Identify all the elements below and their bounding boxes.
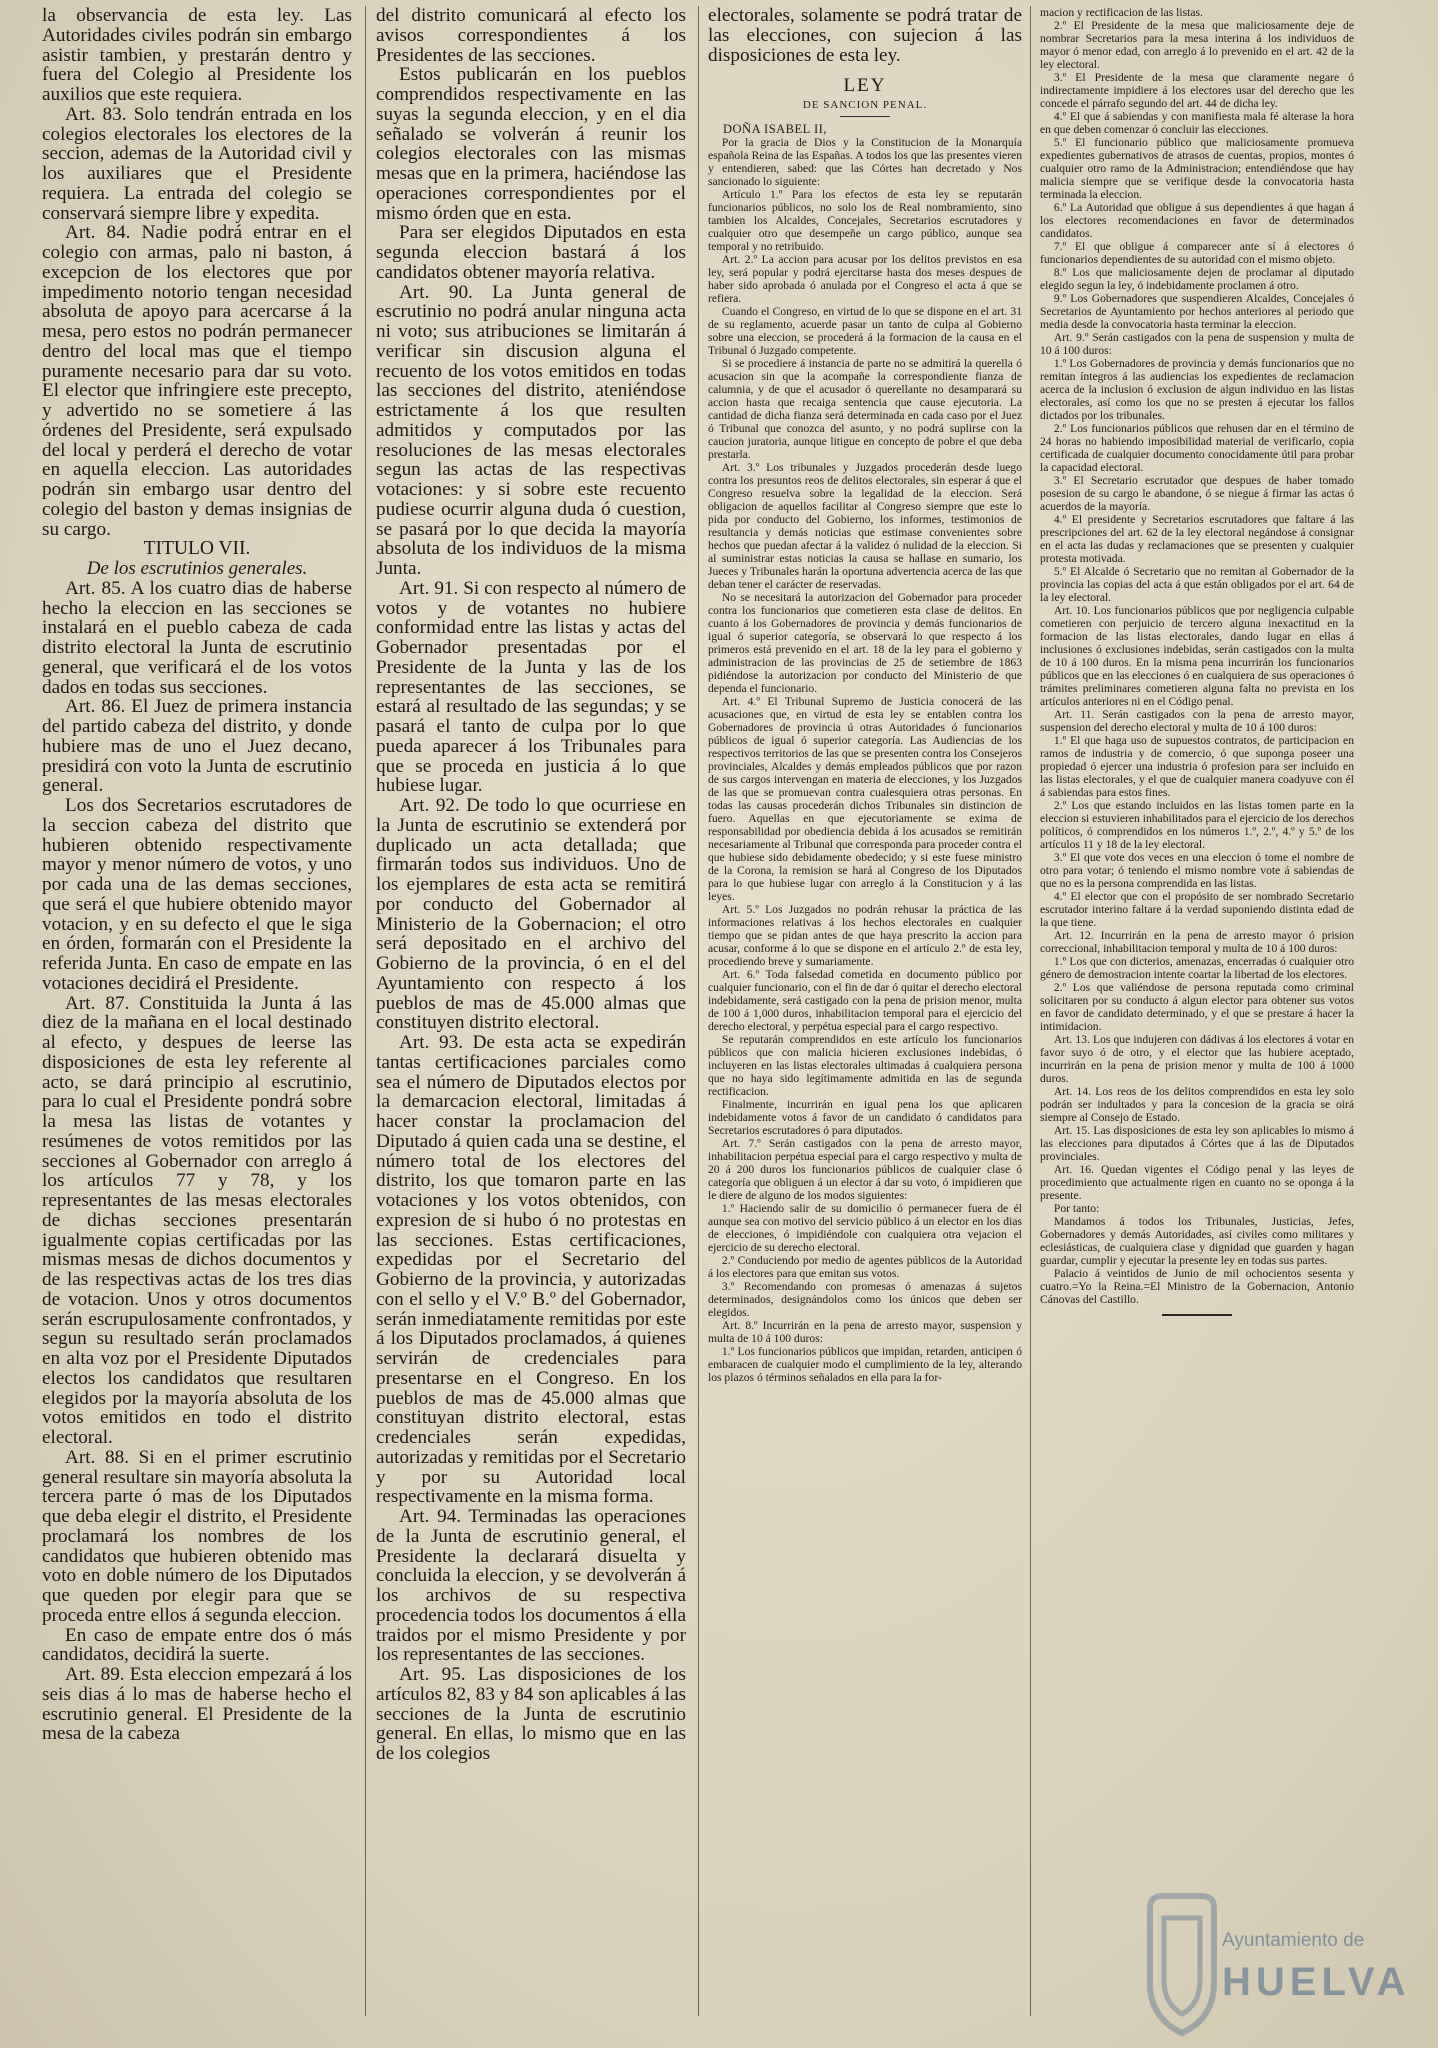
paragraph: 7.º El que obligue á comparecer ante sí á electores ó funcionarios dependientes de su autoridad con el mismo objeto. [1040, 240, 1354, 266]
paragraph: Por tanto: [1053, 1202, 1100, 1215]
paragraph: 2.º Conduciendo por medio de agentes públicos de la Autoridad á los electores para que emitan sus votos. [708, 1254, 1022, 1281]
paragraph: 4.º El elector que con el propósito de ser nombrado Secretario escrutador interino faltare á la verdad suponiendo distinta edad de la que tiene. [1040, 890, 1354, 929]
paragraph: Art. 9.º Serán castigados con la pena de suspension y multa de 10 á 100 duros: [1040, 331, 1354, 357]
column-rule-3 [1030, 6, 1031, 2016]
paragraph: 2.º Los que valiéndose de persona reputada como criminal solicitaren por su conducto á algun elector para obtener sus votos en favor de candidato determinado, y el que se prestare á hacer la intimidacion. [1040, 981, 1354, 1033]
end-divider [1162, 1314, 1232, 1316]
paragraph: Art. 16. Quedan vigentes el Código penal y las leyes de procedimiento que actualmente rigen en cuanto no se oponga á la presente. [1040, 1163, 1354, 1202]
column-2 [376, 6, 686, 1764]
paragraph: 1.º Haciendo salir de su domicilio ó permanecer fuera de él aunque sea con motivo del servicio público á un elector en los dias de elecciones, ó impidiéndole con cualquiera otra vejacion el ejercicio de su derecho electoral. [708, 1202, 1022, 1255]
paragraph: Art. 13. Los que indujeren con dádivas á los electores á votar en favor suyo ó de otro, y el elector que las hubiere aceptado, incurrirán en la pena de prision menor y multa de 100 á 1000 duros. [1040, 1033, 1354, 1085]
paragraph: Art. 6.º Toda falsedad cometida en documento público por cualquier funcionario, con el fin de dar ó quitar el derecho electoral indebidamente, será castigado con la pena de prision menor, multa de 100 á 1,000 duros, inhabilitacion temporal para el ejercicio del derecho electoral, y perpétua especial para el cargo respectivo. [708, 968, 1022, 1034]
paragraph: 1.º Los funcionarios públicos que impidan, retarden, anticipen ó embaracen de cualquier modo el cumplimiento de la ley, alterando los plazos ó términos señalados en ella para la for- [708, 1345, 1022, 1385]
paragraph: 3.º El que vote dos veces en una eleccion ó tome el nombre de otro para votar; ó teniendo el mismo nombre vote á sabiendas de que no es la persona comprendida en las listas. [1040, 851, 1354, 890]
column-3 [708, 6, 1022, 1384]
paragraph: Finalmente, incurrirán en igual pena los que aplicaren indebidamente votos á favor de un candidato ó candidatos para Secretarios escrutadores ó para diputados. [708, 1098, 1022, 1138]
paragraph: 3.º El Secretario escrutador que despues de haber tomado posesion de su cargo le abandone, ó se niegue á firmar las actas ó acuerdos de la mayoría. [1040, 474, 1354, 513]
paragraph: 2.º Los funcionarios públicos que rehusen dar en el término de 24 horas no habiendo imposibilidad material de verificarlo, copia certificada de cualquier documento conocidamente útil para probar la capacidad electoral. [1040, 422, 1354, 474]
column-rule-2 [698, 6, 699, 2016]
paragraph: Art. 91. Si con respecto al número de votos y de votantes no hubiere conformidad entre las listas y actas del Gobernador presentadas por el Presidente de la Junta y las de los representantes de las secciones, se estará al resultado de las segundas; y se pasará el tanto de culpa por lo que pueda aparecer á los Tribunales para que se proceda en justicia á lo que hubiese lugar. [376, 577, 686, 797]
column-1 [42, 6, 352, 1744]
paragraph: Art. 94. Terminadas las operaciones de la Junta de escrutinio general, el Presidente la declarará disuelta y concluida la eleccion, y se devolverán á los archivos de su respectiva procedencia todos los documentos á ella traidos por el mismo Presidente y por los representantes de las secciones. [376, 1506, 686, 1666]
paragraph: Art. 7.º Serán castigados con la pena de arresto mayor, inhabilitacion perpétua especial para el cargo respectivo y multa de 20 á 200 duros los funcionarios públicos de cualquier clase ó categoría que obliguen á un elector á dar su voto, ó impidieren que le diere de alguno de los modos siguientes: [708, 1137, 1022, 1203]
paragraph: Art. 95. Las disposiciones de los artículos 82, 83 y 84 son aplicables á las secciones de la Junta de escrutinio general. En ellas, lo mismo que en las de los colegios [376, 1664, 686, 1764]
watermark-line-2: HUELVA [1222, 1960, 1411, 2004]
paragraph: 3.º El Presidente de la mesa que claramente negare ó indirectamente impidiere á los electores usar del derecho que les concede el párrafo segundo del art. 44 de dicha ley. [1040, 71, 1354, 110]
paragraph: Art. 14. Los reos de los delitos comprendidos en esta ley solo podrán ser indultados y para la concesion de la gracia se oirá siempre al Consejo de Estado. [1040, 1085, 1354, 1124]
paragraph: Art. 93. De esta acta se expedirán tantas certificaciones parciales como sea el número de Diputados electos por la demarcacion electoral, limitadas á hacer constar la proclamacion del Diputado á quien cada una se destine, el número total de los electores del distrito, los que tomaron parte en las votaciones y los votos obtenidos, con expresion de si hubo ó no protestas en las secciones. Estas certificaciones, expedidas por el Secretario del Gobierno de la provincia, y autorizadas con el sello y el V.º B.º del Gobernador, serán inmediatamente remitidas por este á los Diputados proclamados, á quienes servirán de credenciales para presentarse en el Congreso. En los pueblos de mas de 45.000 almas que constituyan distrito electoral, estas credenciales serán expedidas, autorizadas y remitidas por el Secretario y por su Autoridad local respectivamente en la misma forma. [376, 1032, 686, 1508]
paragraph: Art. 12. Incurrirán en la pena de arresto mayor ó prision correccional, inhabilitacion temporal y multa de 10 á 100 duros: [1040, 929, 1354, 955]
paragraph: Para ser elegidos Diputados en esta segunda eleccion bastará á los candidatos obtener mayoría relativa. [376, 222, 686, 283]
decree-heading: DOÑA ISABEL II, [723, 122, 827, 137]
paragraph: Art. 11. Serán castigados con la pena de arresto mayor, suspension del derecho electoral y multa de 10 á 100 duros: [1040, 708, 1354, 734]
paragraph: 1.º El que haga uso de supuestos contratos, de participacion en ramos de industria y de comercio, ó que suponga poseer una propiedad ó ejercer una industria ó profesion para ser incluido en las listas electorales, y el que de cualquier manera coadyuve con él á sabiendas para estos fines. [1040, 734, 1354, 799]
paragraph: 5.º El Alcalde ó Secretario que no remitan al Gobernador de la provincia las copias del acta á que están obligados por el art. 64 de la ley electoral. [1040, 565, 1354, 604]
paragraph: Mandamos á todos los Tribunales, Justicias, Jefes, Gobernadores y demás Autoridades, así civiles como militares y eclesiásticas, de cualquiera clase y dignidad que guarden y hagan guardar, cumplir y ejecutar la presente ley en todas sus partes. [1040, 1215, 1354, 1267]
paragraph: 9.º Los Gobernadores que suspendieren Alcaldes, Concejales ó Secretarios de Ayuntamiento por hechos anteriores al periodo que media desde la convocatoria hasta terminar la eleccion. [1040, 292, 1354, 331]
paragraph: electorales, solamente se podrá tratar de las elecciones, con sujecion á las disposiciones de esta ley. [708, 6, 1022, 66]
paragraph: Art. 10. Los funcionarios públicos que por negligencia culpable cometieren con perjuicio de tercero alguna inexactitud en la formacion de las listas electorales, dando lugar en ellas á inclusiones ó exclusiones indebidas, serán castigados con la multa de 10 á 100 duros. En la misma pena incurrirán los funcionarios públicos que en las elecciones ó en cualquiera de sus operaciones ó trámites preliminares cometieren alguna falta no prevista en los artículos anteriores ni en el Código penal. [1040, 604, 1354, 708]
divider [840, 116, 890, 117]
paragraph: Si se procediere á instancia de parte no se admitirá la querella ó acusacion sin que la acompañe la correspondiente fianza de calumnia, y de que el acusador ó querellante no desamparará su accion hasta que recaiga sentencia que cause ejecutoria. La cantidad de dicha fianza será determinada en cada caso por el Juez ó Tribunal que conozca del asunto, y no podrá suplirse con la caucion juratoria, aunque litigue en concepto de pobre el que deba prestarla. [708, 357, 1022, 462]
paragraph: 4.º El presidente y Secretarios escrutadores que faltare á las prescripciones del art. 62 de la ley electoral negándose á consignar en el acta las dudas y reclamaciones que se presenten y cualquier protesta motivada. [1040, 513, 1354, 565]
lead-paragraph [708, 6, 1022, 65]
paragraph: Palacio á veintidos de Junio de mil ochocientos sesenta y cuatro.=Yo la Reina.=El Ministro de la Gobernacion, Antonio Cánovas del Castillo. [1040, 1267, 1354, 1306]
section-subtitle: De los escrutinios generales. [86, 558, 308, 579]
paragraph: Cuando el Congreso, en virtud de lo que se dispone en el art. 31 de su reglamento, acuerde pasar un tanto de culpa al Gobierno sobre una eleccion, se procederá á la formacion de la causa en el Tribunal ó Juzgado competente. [708, 305, 1022, 358]
paragraph: Art. 90. La Junta general de escrutinio no podrá anular ninguna acta ni voto; sus atribuciones se limitarán á verificar sin discusion alguna el recuento de los votos emitidos en todas las secciones del distrito, ateniéndose estrictamente á los que resulten admitidos y computados por las resoluciones de las mesas electorales segun las actas de las respectivas votaciones: y si sobre este recuento pudiese ocurrir alguna duda ó cuestion, se pasará por lo que decida la mayoría absoluta de los individuos de la misma Junta. [376, 281, 686, 579]
paragraph: 6.º La Autoridad que obligue á sus dependientes á que hagan á los electores recomendaciones en favor de determinados candidatos. [1040, 201, 1354, 240]
paragraph: macion y rectificacion de las listas. [1040, 6, 1203, 19]
paragraph: Art. 88. Si en el primer escrutinio general resultare sin mayoría absoluta la tercera parte ó mas de los Diputados que deba elegir el distrito, el Presidente proclamará los nombres de los candidatos que hubieren obtenido mas voto en doble número de los Diputados que queden por elegir para que se proceda entre ellos á segunda eleccion. [42, 1446, 352, 1626]
law-title: LEY [843, 75, 887, 97]
paragraph: Art. 3.º Los tribunales y Juzgados procederán desde luego contra los presuntos reos de delitos electorales, sin esperar á que el Congreso resuelva sobre la legalidad de la eleccion. Será obligacion de aquellos facilitar al Congreso siempre que este lo pida por conducto del Gobierno, los informes, testimonios de resultancia y demás noticias que estimase convenientes sobre hechos que puedan afectar á la validez ó nulidad de la eleccion. Si al suministrar estas noticias la causa se hallase en sumario, los Jueces y Tribunales harán la oportuna advertencia acerca de las que deban tener el carácter de reservadas. [708, 461, 1022, 592]
paragraph: No se necesitará la autorizacion del Gobernador para proceder contra los funcionarios que cometieren esta clase de delitos. En cuanto á los Gobernadores de provincia y demás funcionarios de igual ó superior categoría, se observará lo que respecto á los primeros está prevenido en el art. 18 de la ley para el gobierno y administracion de las provincias de 25 de setiembre de 1863 pidiéndose la autorizacion por conducto del Ministerio de que dependa el funcionario. [708, 591, 1022, 696]
paragraph: Los dos Secretarios escrutadores de la seccion cabeza del distrito que hubieren obtenido respectivamente mayor y menor número de votos, y uno por cada una de las demas secciones, que será el que hubiere obtenido mayor votacion, y en su defecto el que le siga en órden, formarán con el Presidente la referida Junta. En caso de empate en las votaciones decidirá el Presidente. [42, 795, 352, 994]
paragraph: la observancia de esta ley. Las Autoridades civiles podrán sin embargo asistir tambien, y prestarán dentro y fuera del Colegio al Presidente los auxilios que este requiera. [42, 6, 352, 105]
paragraph: 2.º El Presidente de la mesa que maliciosamente deje de nombrar Secretarios para la mesa interina á los individuos de mayor ó menor edad, con arreglo á lo prevenido en el art. 42 de la ley electoral. [1040, 19, 1354, 71]
paragraph: 5.º El funcionario público que maliciosamente promueva expedientes gubernativos de atrasos de cuentas, propios, montes ó cualquier otro ramo de la Administracion; entendiéndose que hay malicia siempre que se verifique desde la convocatoria hasta terminada la eleccion. [1040, 136, 1354, 201]
paragraph: Art. 2.º La accion para acusar por los delitos previstos en esa ley, será popular y podrá ejercitarse hasta dos meses despues de haber sido aprobada ó anulada por el Congreso el acta á que se refiera. [708, 253, 1022, 306]
paragraph: 1.º Los que con dicterios, amenazas, encerradas ó cualquier otro género de demostracion intente coartar la libertad de los electores. [1040, 955, 1354, 981]
paragraph: del distrito comunicará al efecto los avisos correspondientes á los Presidentes de las secciones. [376, 6, 686, 66]
paragraph: Art. 92. De todo lo que ocurriese en la Junta de escrutinio se extenderá por duplicado un acta detallada; que firmarán todos sus individuos. Uno de los ejemplares de esta acta se remitirá por conducto del Gobernador al Ministerio de la Gobernacion; el otro será depositado en el archivo del Gobierno de la provincia, ó en el del Ayuntamiento con respecto á los pueblos de mas de 45.000 almas que constituyen distrito electoral. [376, 795, 686, 1034]
paragraph: 1.º Los Gobernadores de provincia y demás funcionarios que no remitan íntegros á las audiencias los expedientes de reclamacion acerca de la inclusion ó exclusion de algun individuo en las listas electorales, así como los que no se presten á ejecutar los fallos dictados por los tribunales. [1040, 357, 1354, 422]
column-4 [1040, 6, 1354, 1316]
paragraph: Art. 5.º Los Juzgados no podrán rehusar la práctica de las informaciones relativas á los hechos electorales en cualquier tiempo que se pidan antes de que haya prescrito la accion para acusar, conforme á lo que se dispone en el artículo 2.º de esta ley, procediendo breve y sumariamente. [708, 903, 1022, 969]
paragraph: Por la gracia de Dios y la Constitucion de la Monarquía española Reina de las Españas. A todos los que las presentes vieren y entendieren, sabed: que las Córtes han decretado y Nos sancionado lo siguiente: [708, 136, 1022, 189]
paragraph: Art. 84. Nadie podrá entrar en el colegio con armas, palo ni baston, á excepcion de los electores que por impedimento notorio tengan necesidad absoluta de apoyo para acercarse á la mesa, pero estos no podrán permanecer dentro del local mas que el tiempo puramente necesario para dar su voto. El elector que infringiere este precepto, y advertido no se sometiere á las órdenes del Presidente, será expulsado del local y perderá el derecho de votar en aquella eleccion. Las autoridades podrán sin embargo usar dentro del colegio del baston y demas insignias de su cargo. [42, 222, 352, 540]
paragraph: Artículo 1.º Para los efectos de esta ley se reputarán funcionarios públicos, no solo los de Real nombramiento, sino tambien los Alcaldes, Concejales, Secretarios escrutadores y cualquier otro que desempeñe un cargo público, aunque sea temporal y no retribuido. [708, 188, 1022, 254]
column-rule-1 [365, 6, 366, 2016]
paragraph: Art. 4.º El Tribunal Supremo de Justicia conocerá de las acusaciones que, en virtud de esta ley se entablen contra los Gobernadores de provincia ú otras Autoridades ó funcionarios públicos de igual ó superior categoría. Las Audiencias de los respectivos territorios de las que se presenten contra los Consejeros provinciales, Alcaldes y demás empleados públicos que por razon de sus cargos intervengan en materia de elecciones, y los Juzgados de las que se promuevan contra cualesquiera otras personas. En todas las causas procederán dichos Tribunales sin distincion de fuero. Aquellas en que ejecutoriamente se exima de responsabilidad por obediencia debida á los acusados se remitirán necesariamente al Tribunal que corresponda para proceder contra el que hubiese sido debidamente obedecido; y si este fuese ministro de la Corona, la remision se hará al Congreso de los Diputados para lo que hubiese lugar con arreglo á la Constitucion y á las leyes. [708, 695, 1022, 904]
paragraph: Se reputarán comprendidos en este artículo los funcionarios públicos que con malicia hicieren exclusiones indebidas, ó incluyeren en las listas electorales ultimadas á cualquiera persona que no haya sido legítimamente admitida en las de segunda rectificacion. [708, 1033, 1022, 1099]
watermark-line-1: Ayuntamiento de [1222, 1930, 1365, 1951]
law-subtitle: DE SANCION PENAL. [802, 99, 928, 112]
paragraph: Art. 87. Constituida la Junta á las diez de la mañana en el local destinado al efecto, y despues de leerse las disposiciones de esta ley referente al acto, se dará principio al escrutinio, para lo cual el Presidente pondrá sobre la mesa las listas de votantes y resúmenes de votos remitidos por las secciones al Gobernador con arreglo á los artículos 77 y 78, y los representantes de las mesas electorales de dichas secciones presentarán igualmente copias certificadas por las mismas mesas de dichos documentos y de las respectivas actas de los tres dias de votacion. Unos y otros documentos serán escrupulosamente confrontados, y segun su resultado serán proclamados en alta voz por el Presidente Diputados electos los candidatos que resultaren elegidos por la mayoría absoluta de los votos emitidos en todo el distrito electoral. [42, 992, 352, 1448]
paragraph: Art. 85. A los cuatro dias de haberse hecho la eleccion en las secciones se instalará en el pueblo cabeza de cada distrito electoral la Junta de escrutinio general, que verificará el de los votos dados en todas sus secciones. [42, 577, 352, 698]
paragraph: Art. 15. Las disposiciones de esta ley son aplicables lo mismo á las elecciones para diputados á Córtes que á las de Diputados provinciales. [1040, 1124, 1354, 1163]
paragraph: 4.º El que á sabiendas y con manifiesta mala fé alterase la hora en que deben comenzar ó concluir las elecciones. [1040, 110, 1354, 136]
paragraph: 2.º Los que estando incluidos en las listas tomen parte en la eleccion si estuvieren inhabilitados para el ejercicio de los derechos políticos, ó comprendidos en los números 1.º, 2.º, 4.º y 5.º de los artículos 11 y 18 de la ley electoral. [1040, 799, 1354, 851]
paragraph: Art. 86. El Juez de primera instancia del partido cabeza del distrito, y donde hubiere mas de uno el Juez decano, presidirá con voto la Junta de escrutinio general. [42, 696, 352, 797]
paragraph: 3.º Recomendando con promesas ó amenazas á sujetos determinados, designándolos como los únicos que deben ser elegidos. [708, 1280, 1022, 1320]
section-title: TITULO VII. [143, 538, 251, 560]
paragraph: En caso de empate entre dos ó más candidatos, decidirá la suerte. [42, 1624, 352, 1666]
paragraph: 8.º Los que maliciosamente dejen de proclamar al diputado elegido segun la ley, ó indebidamente proclamen á otro. [1040, 266, 1354, 292]
paragraph: Art. 89. Esta eleccion empezará á los seis dias á lo mas de haberse hecho el escrutinio general. El Presidente de la mesa de la cabeza [42, 1664, 352, 1744]
paragraph: Art. 8.º Incurrirán en la pena de arresto mayor, suspension y multa de 10 á 100 duros: [708, 1319, 1022, 1346]
paragraph: Estos publicarán en los pueblos comprendidos respectivamente en las suyas la segunda eleccion, y en el dia señalado se volverán á reunir los colegios electorales con las mismas mesas que en la primera, haciéndose las operaciones correspondientes por el mismo órden que en esta. [376, 64, 686, 224]
paragraph: Art. 83. Solo tendrán entrada en los colegios electorales los electores de la seccion, ademas de la Autoridad civil y los auxiliares que el Presidente requiera. La entrada del colegio se conservará siempre libre y expedita. [42, 103, 352, 224]
